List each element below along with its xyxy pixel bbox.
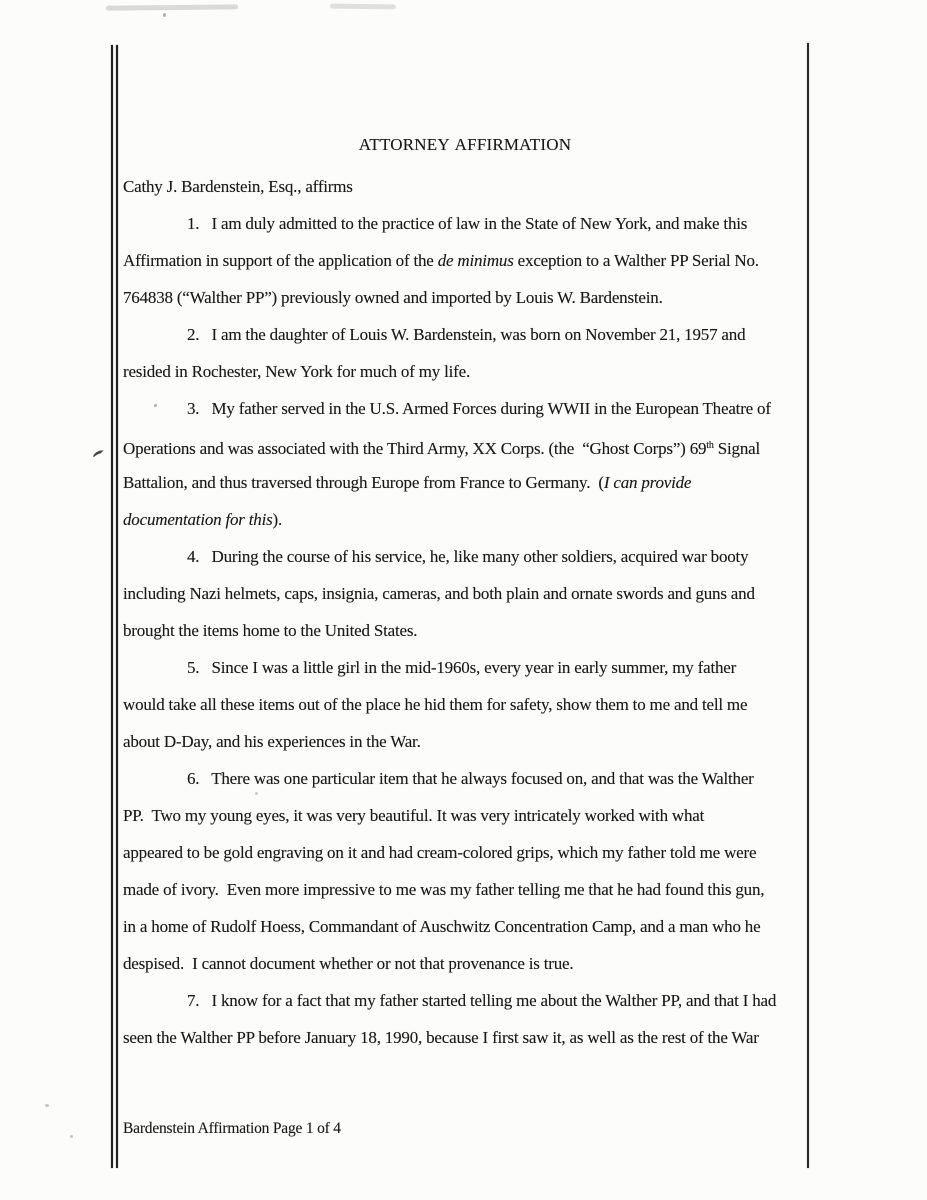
text-segment: despised. I cannot document whether or not that provenance is true. <box>123 954 574 973</box>
paragraphs <box>123 205 813 1056</box>
ordinal-superscript: th <box>706 440 714 451</box>
text-segment: seen the Walther PP before January 18, 1990, because I first saw it, as well as the rest of the War <box>123 1028 759 1047</box>
text-segment: Battalion, and thus traversed through Europe from France to Germany. ( <box>123 473 604 492</box>
text-segment: I can provide <box>603 473 692 492</box>
text-line <box>123 501 813 538</box>
scan-speck <box>163 13 166 17</box>
scan-smudge <box>330 4 396 10</box>
text-line <box>123 390 813 427</box>
text-segment: resided in Rochester, New York for much of my life. <box>123 362 470 381</box>
affirmant-line: Cathy J. Bardenstein, Esq., affirms <box>123 177 353 196</box>
text-segment: would take all these items out of the place he hid them for safety, show them to me and tell me <box>123 695 748 714</box>
text-line <box>123 945 813 982</box>
page-footer: Bardenstein Affirmation Page 1 of 4 <box>123 1120 341 1137</box>
text-line <box>123 649 813 686</box>
text-line <box>123 908 813 945</box>
paragraph <box>123 538 813 649</box>
scan-smudge <box>106 4 238 10</box>
left-margin-rule-inner <box>116 45 118 1168</box>
paragraph <box>123 982 813 1056</box>
text-segment: PP. Two my young eyes, it was very beautiful. It was very intricately worked with what <box>123 806 705 825</box>
paragraph <box>123 205 813 316</box>
text-line <box>123 834 813 871</box>
text-segment: 5. Since I was a little girl in the mid-1960s, every year in early summer, my father <box>187 658 737 677</box>
text-line <box>123 982 813 1019</box>
text-line <box>123 686 813 723</box>
text-segment: 2. I am the daughter of Louis W. Bardenstein, was born on November 21, 1957 and <box>187 325 746 344</box>
text-line <box>123 242 813 279</box>
scan-speck <box>45 1104 49 1107</box>
text-line <box>123 427 813 464</box>
text-segment: appeared to be gold engraving on it and had cream-colored grips, which my father told me were <box>123 843 757 862</box>
text-line <box>123 464 813 501</box>
text-segment: 3. My father served in the U.S. Armed Forces during WWII in the European Theatre of <box>187 399 771 418</box>
text-segment: 4. During the course of his service, he, like many other soldiers, acquired war booty <box>187 547 749 566</box>
text-segment: 1. I am duly admitted to the practice of law in the State of New York, and make this <box>187 214 748 233</box>
text-segment: in a home of Rudolf Hoess, Commandant of Auschwitz Concentration Camp, and a man who he <box>123 917 761 936</box>
text-line <box>123 797 813 834</box>
text-segment: brought the items home to the United States. <box>123 621 418 640</box>
text-line <box>123 538 813 575</box>
text-segment: made of ivory. Even more impressive to me was my father telling me that he had found this gun, <box>123 880 765 899</box>
text-segment: Affirmation in support of the application of the <box>123 251 438 270</box>
paragraph <box>123 760 813 982</box>
text-segment: Signal <box>713 439 760 458</box>
text-line <box>123 575 813 612</box>
text-segment: including Nazi helmets, caps, insignia, cameras, and both plain and ornate swords and guns and <box>123 584 755 603</box>
text-segment: ). <box>272 510 283 529</box>
text-segment: exception to a Walther PP Serial No. <box>513 251 759 270</box>
scan-speck <box>70 1135 73 1138</box>
paragraph <box>123 390 813 538</box>
text-line <box>123 760 813 797</box>
text-segment: 764838 (“Walther PP”) previously owned and imported by Louis W. Bardenstein. <box>123 288 663 307</box>
text-segment: Operations and was associated with the Third Army, XX Corps. (the “Ghost Corps”) 69 <box>123 439 707 458</box>
text-segment: 7. I know for a fact that my father started telling me about the Walther PP, and that I had <box>187 991 777 1010</box>
left-margin-rule-outer <box>111 45 113 1168</box>
text-segment: de minimus <box>437 251 514 270</box>
document-title: ATTORNEY AFFIRMATION <box>358 135 572 154</box>
text-line <box>123 723 813 760</box>
text-line <box>123 205 813 242</box>
text-segment: about D-Day, and his experiences in the War. <box>123 732 421 751</box>
margin-pen-mark-icon <box>92 445 105 463</box>
paragraph <box>123 316 813 390</box>
text-segment: documentation for this <box>123 510 273 529</box>
text-line <box>123 1019 813 1056</box>
text-line <box>123 353 813 390</box>
text-line <box>123 612 813 649</box>
text-line <box>123 316 813 353</box>
text-segment: 6. There was one particular item that he always focused on, and that was the Walther <box>187 769 754 788</box>
text-line <box>123 279 813 316</box>
paragraph <box>123 649 813 760</box>
text-line <box>123 871 813 908</box>
